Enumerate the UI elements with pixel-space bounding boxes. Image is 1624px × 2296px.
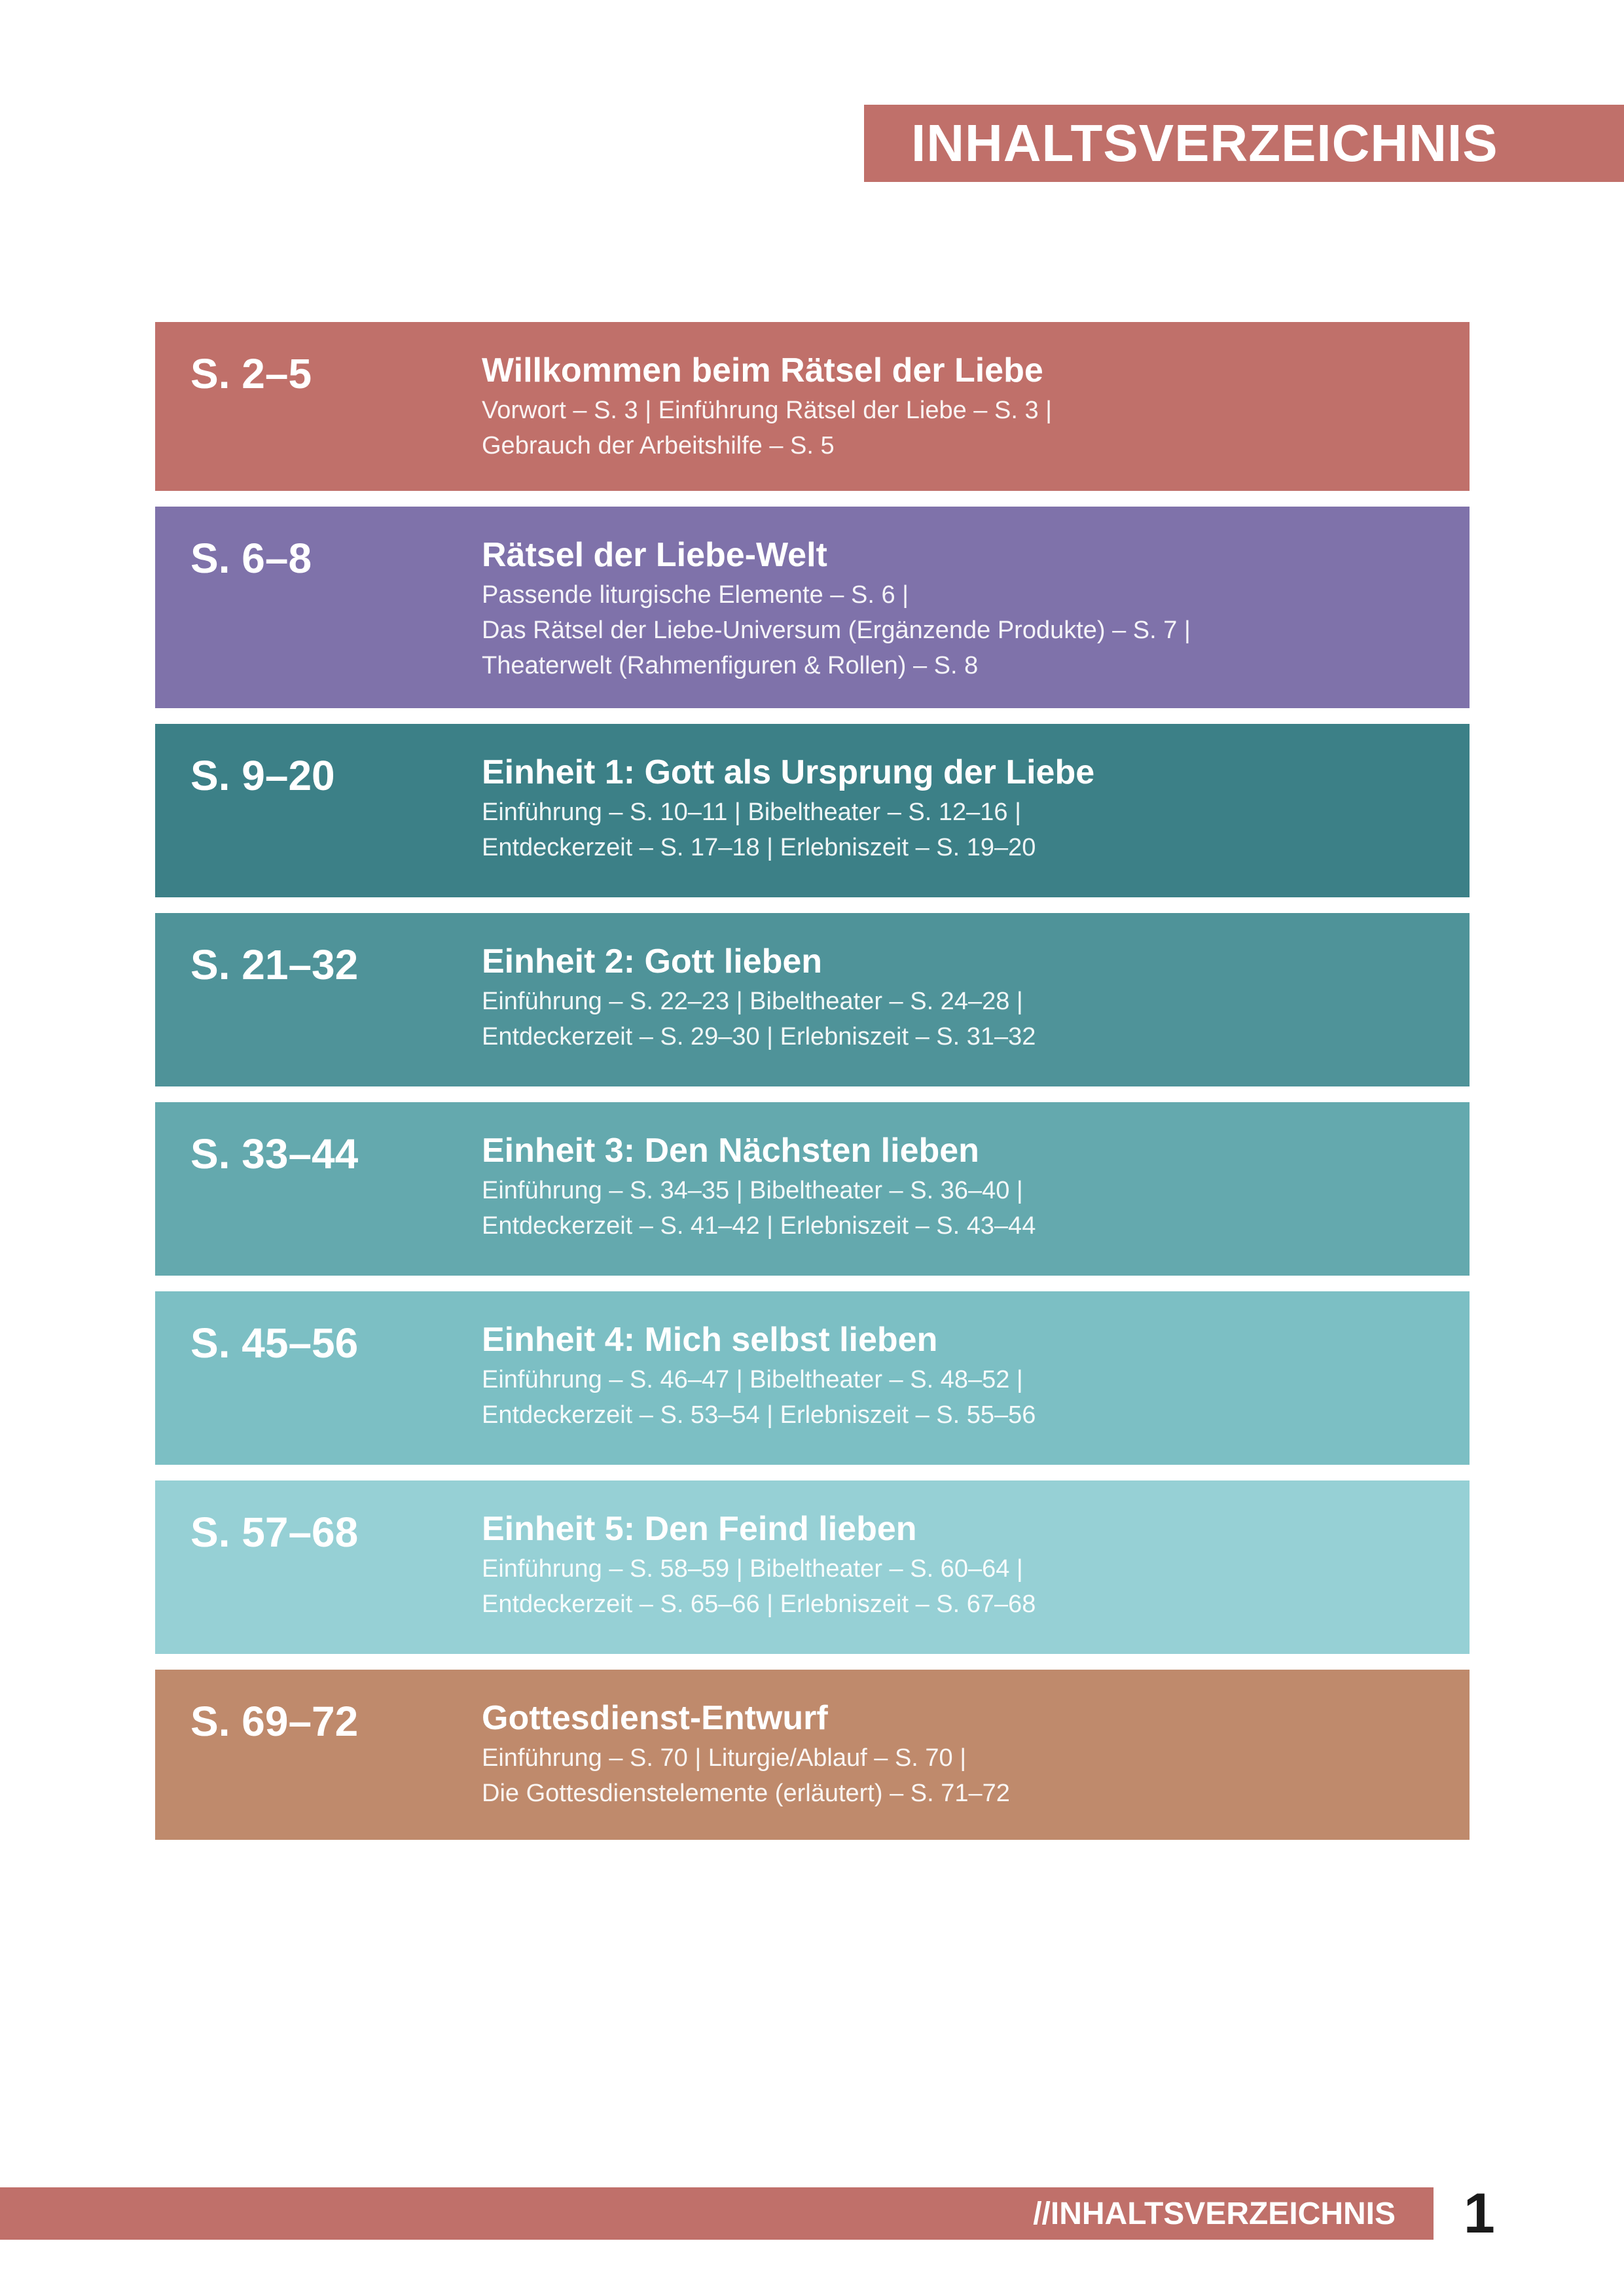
- toc-entry-pages: S. 21–32: [190, 941, 359, 988]
- toc-entry-pages: S. 69–72: [190, 1698, 359, 1745]
- toc-entry-heading: Einheit 2: Gott lieben: [482, 942, 823, 980]
- toc-entry-details: [482, 1362, 1036, 1433]
- toc-entry-unit-3[interactable]: [155, 1102, 1470, 1276]
- page-number: 1: [1464, 2182, 1495, 2245]
- toc-entry-welcome[interactable]: [155, 322, 1470, 491]
- footer-label: //INHALTSVERZEICHNIS: [1033, 2196, 1396, 2231]
- toc-entry-pages: S. 33–44: [190, 1130, 359, 1177]
- toc-entry-details: [482, 1173, 1036, 1244]
- toc-entry-heading: Gottesdienst-Entwurf: [482, 1699, 828, 1737]
- toc-entry-line: Entdeckerzeit – S. 41–42 | Erlebniszeit – S. 43–44: [482, 1212, 1036, 1240]
- toc-entry-pages: S. 57–68: [190, 1509, 359, 1556]
- toc-entry-line: Einführung – S. 10–11 | Bibeltheater – S. 12–16 |: [482, 798, 1021, 826]
- page-title-box: [864, 105, 1624, 182]
- toc-entry-pages: S. 2–5: [190, 350, 312, 397]
- toc-entry-unit-1[interactable]: [155, 724, 1470, 897]
- toc-entry-line: Das Rätsel der Liebe-Universum (Ergänzende Produkte) – S. 7 |: [482, 617, 1191, 644]
- toc-entry-line: Entdeckerzeit – S. 29–30 | Erlebniszeit – S. 31–32: [482, 1023, 1036, 1050]
- table-of-contents: [155, 322, 1470, 1856]
- toc-entry-line: Theaterwelt (Rahmenfiguren & Rollen) – S. 8: [482, 652, 979, 679]
- toc-entry-unit-2[interactable]: [155, 913, 1470, 1086]
- toc-entry-line: Einführung – S. 34–35 | Bibeltheater – S. 36–40 |: [482, 1177, 1023, 1204]
- toc-entry-line: Einführung – S. 58–59 | Bibeltheater – S. 60–64 |: [482, 1555, 1023, 1583]
- toc-entry-details: [482, 1740, 1010, 1811]
- toc-entry-line: Die Gottesdienstelemente (erläutert) – S. 71–72: [482, 1780, 1010, 1807]
- toc-entry-heading: Einheit 3: Den Nächsten lieben: [482, 1132, 979, 1170]
- toc-entry-pages: S. 45–56: [190, 1319, 359, 1367]
- toc-entry-line: Vorwort – S. 3 | Einführung Rätsel der Liebe – S. 3 |: [482, 397, 1053, 424]
- toc-entry-heading: Einheit 5: Den Feind lieben: [482, 1510, 917, 1548]
- toc-entry-details: [482, 795, 1036, 865]
- footer-bar: [0, 2187, 1434, 2240]
- toc-entry-line: Entdeckerzeit – S. 65–66 | Erlebniszeit – S. 67–68: [482, 1590, 1036, 1618]
- toc-entry-heading: Einheit 1: Gott als Ursprung der Liebe: [482, 753, 1095, 791]
- toc-entry-pages: S. 9–20: [190, 752, 335, 799]
- toc-entry-heading: Willkommen beim Rätsel der Liebe: [482, 351, 1043, 389]
- toc-entry-line: Gebrauch der Arbeitshilfe – S. 5: [482, 432, 835, 459]
- toc-entry-unit-5[interactable]: [155, 1480, 1470, 1654]
- toc-entry-unit-4[interactable]: [155, 1291, 1470, 1465]
- toc-entry-details: [482, 577, 1191, 683]
- toc-entry-heading: Einheit 4: Mich selbst lieben: [482, 1321, 938, 1359]
- toc-entry-details: [482, 984, 1036, 1054]
- toc-entry-line: Entdeckerzeit – S. 53–54 | Erlebniszeit – S. 55–56: [482, 1401, 1036, 1429]
- toc-entry-details: [482, 1551, 1036, 1622]
- toc-entry-line: Einführung – S. 70 | Liturgie/Ablauf – S. 70 |: [482, 1744, 967, 1772]
- toc-entry-line: Entdeckerzeit – S. 17–18 | Erlebniszeit – S. 19–20: [482, 834, 1036, 861]
- toc-entry-line: Einführung – S. 22–23 | Bibeltheater – S. 24–28 |: [482, 988, 1023, 1015]
- toc-entry-line: Passende liturgische Elemente – S. 6 |: [482, 581, 909, 609]
- toc-entry-heading: Rätsel der Liebe-Welt: [482, 536, 827, 574]
- toc-entry-line: Einführung – S. 46–47 | Bibeltheater – S. 48–52 |: [482, 1366, 1023, 1393]
- toc-entry-service[interactable]: [155, 1670, 1470, 1840]
- toc-entry-world[interactable]: [155, 507, 1470, 708]
- toc-entry-pages: S. 6–8: [190, 535, 312, 582]
- toc-entry-details: [482, 393, 1052, 463]
- page-title: INHALTSVERZEICHNIS: [911, 114, 1498, 172]
